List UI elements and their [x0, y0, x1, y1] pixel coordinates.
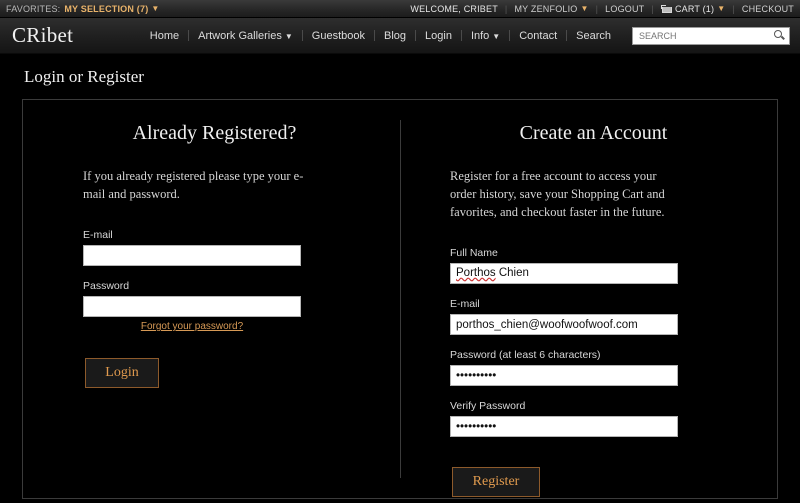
login-password-field	[83, 280, 370, 332]
login-email-field	[83, 229, 370, 266]
checkout-link[interactable]: CHECKOUT	[741, 3, 794, 14]
my-zenfolio-menu[interactable]: MY ZENFOLIO	[514, 3, 578, 14]
search-input[interactable]	[637, 30, 774, 42]
search-box[interactable]	[632, 27, 790, 45]
nav-item-contact[interactable]	[510, 30, 566, 42]
nav-label: Login	[425, 29, 452, 42]
register-email-label: E-mail	[450, 298, 480, 310]
brand-logo[interactable]: CRibet	[12, 23, 74, 47]
register-fullname-field	[450, 247, 737, 284]
register-verify-password-label: Verify Password	[450, 400, 526, 412]
misspelled-word: Porthos	[456, 267, 496, 279]
login-description: If you already registered please type your e-mail and password.	[83, 169, 304, 201]
nav-item-blog[interactable]	[375, 30, 415, 42]
register-button[interactable]: Register	[452, 467, 540, 497]
register-email-field	[450, 298, 737, 335]
cart-label: CART (1)	[674, 3, 715, 14]
nav-item-info[interactable]	[462, 30, 509, 42]
register-verify-password-input[interactable]	[450, 416, 678, 437]
register-password-label: Password (at least 6 characters)	[450, 349, 601, 361]
nav-label: Info	[470, 29, 490, 42]
register-column	[410, 100, 777, 498]
register-fullname-input[interactable]	[450, 263, 678, 284]
register-description: Register for a free account to access your order history, save your Shopping Cart and favorites, and checkout faster in the future.	[450, 169, 665, 219]
chevron-down-icon: ▼	[580, 4, 589, 13]
chevron-down-icon: ▼	[151, 4, 160, 13]
nav-label: Blog	[383, 29, 407, 42]
favorites-label: FAVORITES:	[6, 3, 61, 14]
login-button[interactable]: Login	[85, 358, 159, 388]
main-nav	[141, 30, 620, 42]
login-heading: Already Registered?	[132, 122, 297, 144]
login-password-label: Password	[83, 280, 130, 292]
login-column	[23, 100, 410, 498]
welcome-text: WELCOME, CRIBET	[410, 3, 498, 14]
nav-label: Artwork Galleries	[198, 29, 282, 42]
login-email-input[interactable]	[83, 245, 301, 266]
fullname-rest: Chien	[495, 267, 529, 279]
auth-panel	[22, 99, 778, 499]
main-header	[0, 18, 800, 54]
chevron-down-icon: ▼	[492, 31, 501, 41]
nav-item-home[interactable]	[141, 30, 188, 42]
nav-label: Search	[576, 29, 611, 42]
favorites-value: MY SELECTION (7)	[64, 3, 149, 14]
nav-item-search[interactable]	[567, 30, 620, 42]
topbar-divider: |	[732, 3, 735, 14]
register-password-input[interactable]	[450, 365, 678, 386]
chevron-down-icon: ▼	[284, 31, 293, 41]
logout-link[interactable]: LOGOUT	[605, 3, 645, 14]
topbar-divider: |	[504, 3, 508, 14]
login-password-input[interactable]	[83, 296, 301, 317]
nav-item-login[interactable]	[416, 30, 461, 42]
utility-bar	[0, 0, 800, 18]
cart-button[interactable]	[661, 4, 725, 14]
chevron-down-icon: ▼	[717, 4, 726, 13]
register-verify-password-field	[450, 400, 737, 437]
nav-item-artwork-galleries[interactable]	[189, 30, 302, 42]
nav-label: Contact	[519, 29, 558, 42]
search-icon[interactable]	[774, 30, 785, 41]
register-email-input[interactable]	[450, 314, 678, 335]
topbar-divider: |	[651, 3, 654, 14]
cart-icon	[661, 5, 671, 13]
register-fullname-label: Full Name	[450, 247, 498, 259]
column-divider	[400, 120, 401, 478]
page-title: Login or Register	[24, 67, 144, 86]
nav-label: Guestbook	[311, 29, 365, 42]
forgot-password-link[interactable]: Forgot your password?	[140, 321, 244, 332]
register-heading: Create an Account	[519, 122, 668, 144]
register-password-field	[450, 349, 737, 386]
topbar-divider: |	[595, 3, 599, 14]
favorites-menu[interactable]	[6, 4, 160, 14]
nav-item-guestbook[interactable]	[303, 30, 374, 42]
login-email-label: E-mail	[83, 229, 113, 241]
nav-label: Home	[149, 29, 180, 42]
